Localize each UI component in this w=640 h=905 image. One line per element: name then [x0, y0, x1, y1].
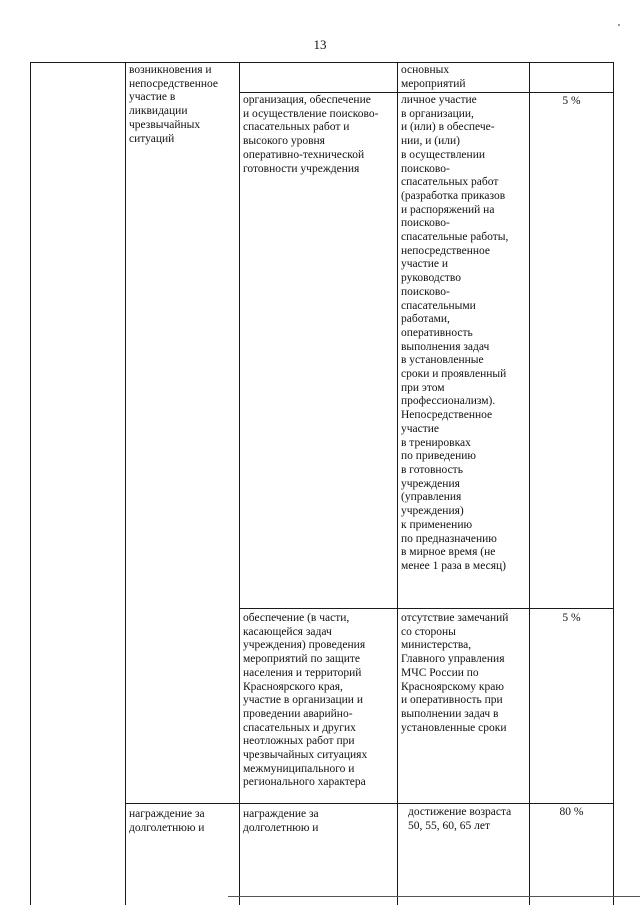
- column-divider-4: [529, 62, 530, 905]
- table-border-left: [30, 62, 31, 905]
- page-number: 13: [313, 37, 327, 52]
- row-divider-1: [239, 92, 614, 93]
- table-cell-indicator-2: обеспечение (в части, касающейся задач учреждения) проведения мероприятий по защите населения и территорий Красноярского края, участие в организации и проведении аварийно- спасательных и других неотложных работ при чрезвычайных ситуациях межмуниципального и регионального характера: [243, 612, 368, 789]
- page-bottom-rule: [228, 896, 640, 897]
- table-cell-indicator-3: награждение за долголетнюю и: [243, 808, 319, 834]
- table-cell-criteria-1: личное участие в организации, и (или) в обеспече- нии, и (или) в осуществлении поисково- спасательных работ (разработка приказов и распоряжений на поисково- спасательные работы, непосредственное участие и руководство поисково- спасательными работами, оперативность выполнения задач в установленные сроки и проявленный при этом профессионализм). Непосредственное участие в тренировках по приведению в готовность учреждения (управления учреждения) к применению по предназначению в мирное время (не менее 1 раза в месяц): [401, 94, 509, 572]
- table-cell-amount-2: 5 %: [562, 612, 581, 624]
- row-divider-2: [239, 608, 614, 609]
- column-divider-3: [397, 62, 398, 905]
- table-border-top: [30, 62, 614, 63]
- table-cell-amount-3: 80 %: [559, 806, 584, 818]
- table-cell-criteria-2: отсутствие замечаний со стороны министерства, Главного управления МЧС России по Красноярскому краю и оперативность при выполнении задач в установленные сроки: [401, 612, 509, 734]
- table-border-right: [613, 62, 614, 905]
- row-divider-3: [125, 803, 614, 804]
- table-cell-name-top: возникновения и непосредственное участие в ликвидации чрезвычайных ситуаций: [129, 64, 219, 145]
- table-cell-criteria-3: достижение возраста 50, 55, 60, 65 лет: [408, 806, 512, 832]
- scan-speck: [618, 24, 620, 26]
- column-divider-2: [239, 62, 240, 905]
- table-cell-indicator-1: организация, обеспечение и осуществление поисково- спасательных работ и высокого уровня оперативно-технической готовности учреждения: [243, 94, 379, 175]
- table-cell-amount-1: 5 %: [562, 95, 581, 107]
- column-divider-1: [125, 62, 126, 905]
- table-cell-name-3: награждение за долголетнюю и: [129, 808, 205, 834]
- table-cell-criteria-top: основных мероприятий: [401, 64, 466, 90]
